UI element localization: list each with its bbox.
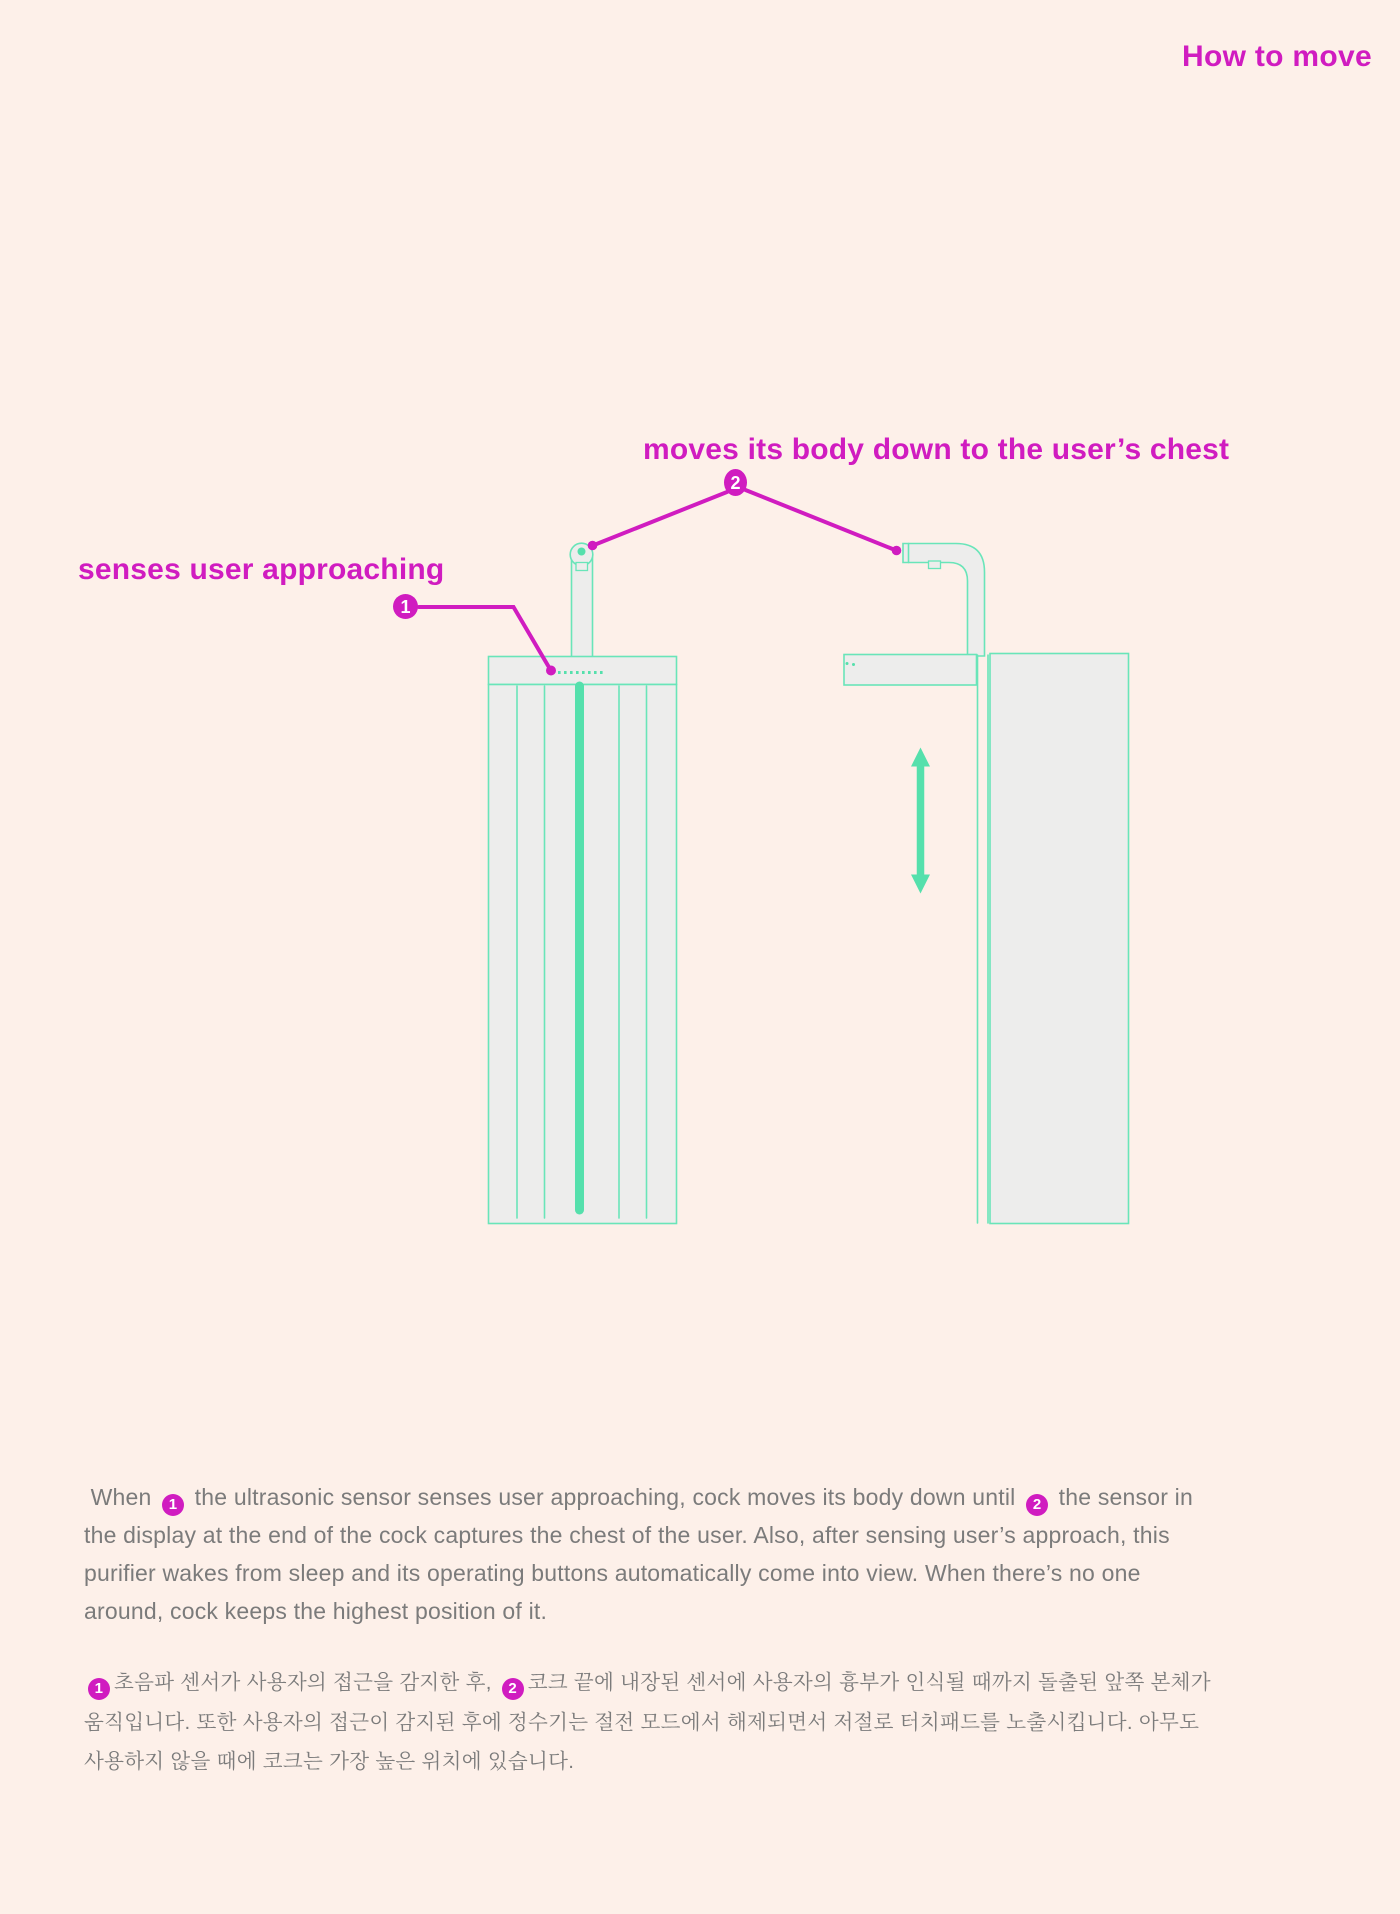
side-main-body — [990, 654, 1129, 1224]
motion-arrow-down-head — [911, 875, 930, 894]
motion-arrow-up-head — [911, 748, 930, 767]
description-korean: 1 초음파 센서가 사용자의 접근을 감지한 후, 2 코크 끝에 내장된 센서에 사용자의 흉부가 인식될 때까지 돌출된 앞쪽 본체가 움직입니다. 또한 사용자의 접근이 감지된 후에 정수기는 절전 모드에서 해제되면서 저절로 터치패드를 노출시킵니다. 아무도 사용하지 않을 때에 코크는 가장 높은 위치에 있습니다. — [84, 1671, 1211, 1773]
front-neck-pipe — [572, 558, 593, 657]
description-english: When 1 the ultrasonic sensor senses user approaching, cock moves its body down until 2 the sensor in the display at the end of the cock captures the chest of the user. Also, after sensing user’s approach, this purifier wakes from sleep and its operating buttons automatically come into view. When there’s no one around, cock keeps the highest position of it. — [84, 1484, 1193, 1624]
front-body-panel — [489, 685, 677, 1224]
side-sensor-dot — [846, 662, 849, 665]
side-top-bar — [844, 655, 977, 686]
step-badge-1: 1 — [162, 1494, 184, 1516]
annotation-step1-label: senses user approaching — [78, 553, 445, 586]
front-neck-cap — [570, 543, 593, 566]
step2-leader-line-right — [746, 490, 896, 550]
up-down-motion-arrow — [911, 748, 930, 894]
side-sensor-dot — [852, 663, 855, 666]
step2-leader-line-left — [594, 492, 727, 545]
step1-leader-dot — [546, 666, 556, 676]
front-neck-notch — [576, 563, 588, 571]
cock-arm — [903, 544, 985, 657]
page-title: How to move — [1182, 40, 1372, 73]
step-badge-2: 2 — [1026, 1494, 1048, 1516]
step-badge-1: 1 — [88, 1678, 110, 1700]
front-neck-cap-dot — [578, 548, 586, 556]
front-top-bar — [489, 657, 677, 685]
step1-badge: 1 — [393, 594, 418, 619]
step2-leader-dot-right — [892, 546, 902, 556]
step2-badge: 2 — [724, 469, 747, 496]
step-badge-2: 2 — [502, 1678, 524, 1700]
annotation-connectors — [419, 490, 901, 676]
purifier-front-view — [489, 543, 677, 1223]
annotation-step2-label: moves its body down to the user’s chest — [643, 433, 1230, 466]
purifier-side-view — [844, 544, 1129, 1224]
step2-leader-dot-left — [588, 541, 598, 551]
cock-display-sensor-box — [929, 561, 941, 569]
step1-leader-line — [419, 607, 550, 669]
